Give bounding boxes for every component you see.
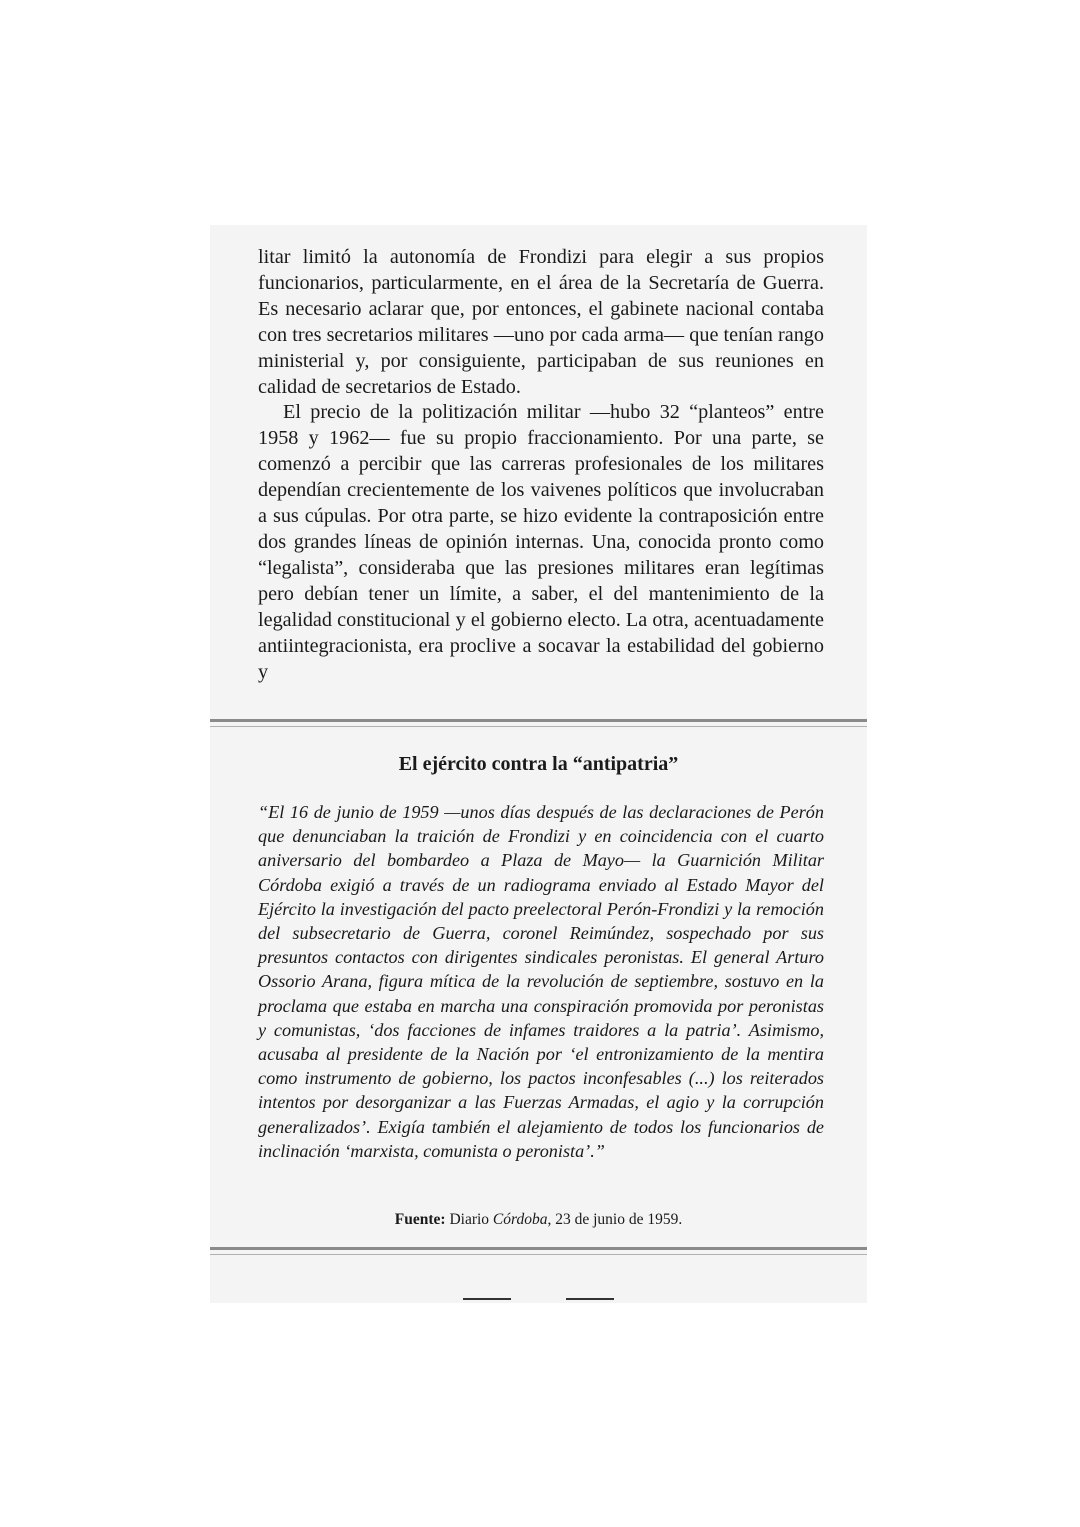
source-publication: Córdoba xyxy=(492,1211,548,1228)
footer-ornament-right xyxy=(566,1298,614,1300)
box-top-rule xyxy=(210,719,867,722)
body-paragraph: litar limitó la autonomía de Frondizi para elegir a sus propios funcionarios, particularmente, en el área de la Secretaría de Guerra. Es necesario aclarar que, por entonces, el gabinete nacional contaba con tres secretarios militares —uno por cada arma— que tenían rango ministerial y, por consiguiente, participaban de sus reuniones en calidad de secretarios de Estado. xyxy=(258,246,824,398)
main-text xyxy=(258,245,824,685)
source-citation xyxy=(210,1211,867,1229)
box-bottom-rule xyxy=(210,1247,867,1250)
box-quote: “El 16 de junio de 1959 —unos días después de las declaraciones de Perón que denunciaban la traición de Frondizi y en coincidencia con el cuarto aniversario del bombardeo a Plaza de Mayo— la Guarnición Militar Córdoba exigió a través de un radiograma enviado al Estado Mayor del Ejército la investigación del pacto preelectoral Perón-Frondizi y la remoción del subsecretario de Guerra, coronel Reimúndez, sospechado por sus presuntos contactos con dirigentes sindicales peronistas. El general Arturo Ossorio Arana, figura mítica de la revolución de septiembre, sostuvo en la proclama que estaba en marcha una conspiración promovida por peronistas y comunistas, ‘dos facciones de infames traidores a la patria’. Asimismo, acusaba al presidente de la Nación por ‘el entronizamiento de la mentira como instrumento de gobierno, los pactos inconfesables (...) los reiterados intentos por desorganizar a las Fuerzas Armadas, el agio y la corrupción generalizados’. Exigía también el alejamiento de todos los funcionarios de inclinación ‘marxista, comunista o peronista’.” xyxy=(258,802,824,1161)
source-label: Fuente: xyxy=(394,1211,446,1228)
source-text-pre: Diario xyxy=(445,1211,493,1228)
book-page xyxy=(210,225,867,1303)
box-title: El ejército contra la “antipatria” xyxy=(398,753,679,775)
box-bottom-rule-thin xyxy=(210,1254,867,1255)
source-text-post: , 23 de junio de 1959. xyxy=(547,1211,683,1228)
footer-ornament-left xyxy=(463,1298,511,1300)
body-paragraph: El precio de la politización militar —hubo 32 “planteos” entre 1958 y 1962— fue su propio fraccionamiento. Por una parte, se comenzó a percibir que las carreras profesionales de los militares dependían crecientemente de los vaivenes políticos que involucraban a sus cúpulas. Por otra parte, se hizo evidente la contraposición entre dos grandes líneas de opinión internas. Una, conocida pronto como “legalista”, consideraba que las presiones militares eran legítimas pero debían tener un límite, a saber, el del mantenimiento de la legalidad constitucional y el gobierno electo. La otra, acentuadamente antiintegracionista, era proclive a socavar la estabilidad del gobierno y xyxy=(258,401,824,683)
box-top-rule-thin xyxy=(210,726,867,727)
